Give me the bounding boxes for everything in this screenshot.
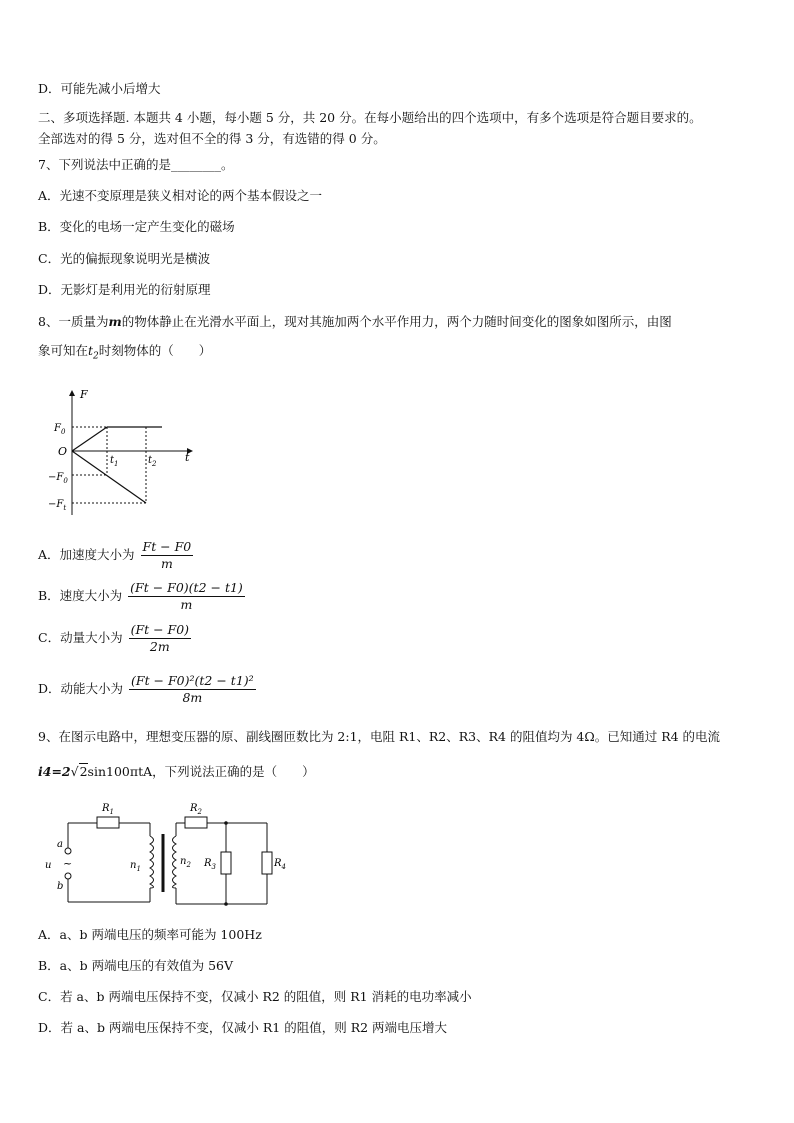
section2-instructions-line2: 全部选对的得 5 分，选对但不全的得 3 分，有选错的得 0 分。 xyxy=(38,131,386,146)
resistor-r3 xyxy=(221,852,231,874)
q8-stem-line2: 象可知在$t_2$时刻物体的（ ） xyxy=(38,343,212,362)
q7-stem: 7、下列说法中正确的是________。 xyxy=(38,157,234,172)
resistor-r2 xyxy=(185,817,207,828)
graph-line-rising xyxy=(72,427,107,451)
q9-option-a: A．a、b 两端电压的频率可能为 100Hz xyxy=(38,927,262,942)
graph-label-t2: $t_2$ xyxy=(148,455,157,468)
q8-option-a: A．加速度大小为 $\frac{Ft - F0}{m}$ xyxy=(38,539,192,571)
label-u: u xyxy=(45,860,52,871)
coil-secondary xyxy=(173,836,177,888)
graph-label-f0: $F_0$ xyxy=(54,423,66,436)
q8-option-d: D．动能大小为 $\frac{\text{(Ft − F0)²(t2 − t1)²}}{8m}$ xyxy=(38,673,254,705)
q9-stem-line1: 9、在图示电路中，理想变压器的原、副线圈匝数比为 2:1，电阻 R1、R2、R3、R4 的阻值均为 4Ω。已知通过 R4 的电流 xyxy=(38,729,721,744)
q9-option-c: C．若 a、b 两端电压保持不变，仅减小 R2 的阻值，则 R1 消耗的电功率减小 xyxy=(38,989,472,1004)
label-r4: $R_4$ xyxy=(274,858,286,871)
q7-option-b: B．变化的电场一定产生变化的磁场 xyxy=(38,219,235,234)
coil-primary xyxy=(150,836,154,888)
graph-label-F: F xyxy=(80,388,88,401)
resistor-r1 xyxy=(97,817,119,828)
graph-label-t1: $t_1$ xyxy=(110,455,119,468)
q6-option-d: D．可能先减小后增大 xyxy=(38,81,161,96)
label-r1: $R_1$ xyxy=(102,803,114,816)
graph-label-origin: O xyxy=(58,445,68,458)
q8-option-c: C．动量大小为 $\frac{(Ft - F0)}{2m}$ xyxy=(38,622,190,654)
label-a: a xyxy=(57,839,63,850)
terminal-b xyxy=(65,873,71,879)
q8-force-time-graph xyxy=(40,385,200,520)
label-n2: $n_2$ xyxy=(180,856,191,869)
q8-stem-line1: 8、一质量为m的物体静止在光滑水平面上，现对其施加两个水平作用力，两个力随时间变化的图象如图所示，由图 xyxy=(38,314,672,329)
q9-option-b: B．a、b 两端电压的有效值为 56V xyxy=(38,958,234,973)
resistor-r4 xyxy=(262,852,272,874)
q9-option-d: D．若 a、b 两端电压保持不变，仅减小 R1 的阻值，则 R2 两端电压增大 xyxy=(38,1020,448,1035)
section2-instructions-line1: 二、多项选择题. 本题共 4 小题，每小题 5 分，共 20 分。在每小题给出的四个选项中，有多个选项是符合题目要求的。 xyxy=(38,110,702,125)
q7-option-c: C．光的偏振现象说明光是横波 xyxy=(38,251,211,266)
label-n1: $n_1$ xyxy=(130,860,141,873)
graph-label-neg-ft: $-F_t$ xyxy=(48,499,67,512)
q9-circuit-diagram xyxy=(42,796,286,914)
q7-option-a: A．光速不变原理是狭义相对论的两个基本假设之一 xyxy=(38,188,323,203)
q9-stem-line2: i4=2√2sin100πtA，下列说法正确的是（ ） xyxy=(38,764,315,779)
label-ac-source: ~ xyxy=(63,857,73,870)
label-r3: $R_3$ xyxy=(204,858,216,871)
terminal-a xyxy=(65,848,71,854)
graph-line-falling xyxy=(72,451,146,503)
graph-label-t: t xyxy=(185,451,190,464)
label-r2: $R_2$ xyxy=(190,803,202,816)
q8-option-b: B．速度大小为 $\frac{(Ft - F0)(t2 - t1)}{m}$ xyxy=(38,580,243,612)
q7-option-d: D．无影灯是利用光的衍射原理 xyxy=(38,282,211,297)
label-b: b xyxy=(57,881,64,892)
graph-label-neg-f0: $-F_0$ xyxy=(48,472,68,485)
